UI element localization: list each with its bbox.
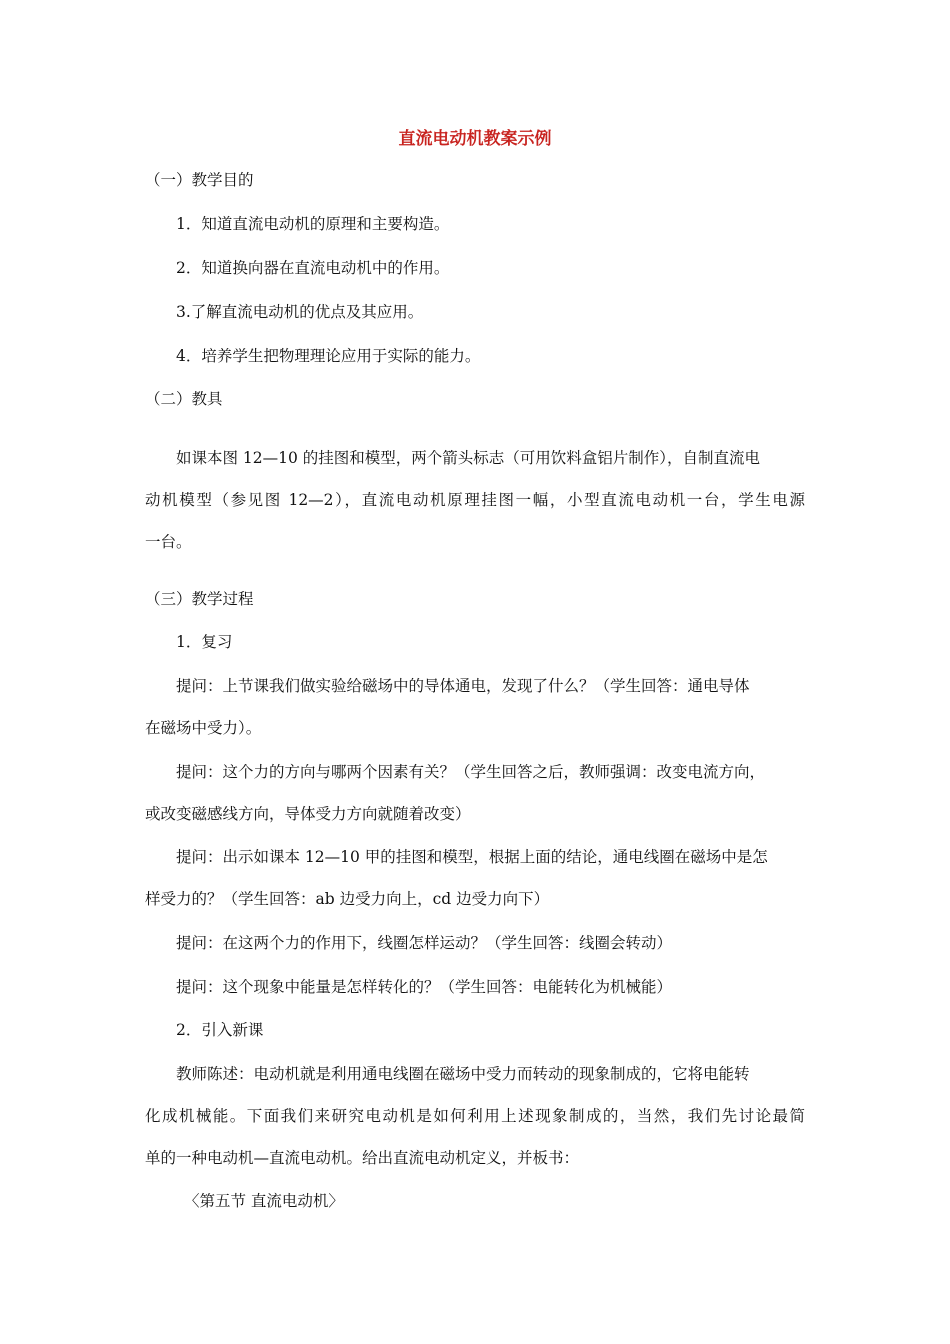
narration-line: 单的一种电动机—直流电动机。给出直流电动机定义，并板书： bbox=[145, 1149, 580, 1167]
section-heading-objectives: （一）教学目的 bbox=[145, 171, 254, 189]
question-line: 或改变磁感线方向，导体受力方向就随着改变） bbox=[145, 805, 471, 823]
section-heading-teaching-aids: （二）教具 bbox=[145, 390, 223, 408]
question-line: 提问：上节课我们做实验给磁场中的导体通电，发现了什么？（学生回答：通电导体 bbox=[176, 677, 750, 695]
objective-item: 1．知道直流电动机的原理和主要构造。 bbox=[176, 215, 450, 233]
subsection-review: 1．复习 bbox=[176, 633, 233, 651]
question-line: 在磁场中受力）。 bbox=[145, 719, 262, 737]
aids-paragraph-line: 一台。 bbox=[145, 533, 192, 551]
question-line: 样受力的？（学生回答：ab 边受力向上，cd 边受力向下） bbox=[145, 890, 550, 908]
objective-item: 3.了解直流电动机的优点及其应用。 bbox=[176, 303, 424, 321]
question-line: 提问：这个力的方向与哪两个因素有关？（学生回答之后，教师强调：改变电流方向， bbox=[176, 763, 766, 781]
narration-line: 化成机械能。下面我们来研究电动机是如何利用上述现象制成的，当然，我们先讨论最简 bbox=[145, 1107, 805, 1125]
question-line: 提问：在这两个力的作用下，线圈怎样运动？（学生回答：线圈会转动） bbox=[176, 934, 673, 952]
question-line: 提问：这个现象中能量是怎样转化的？（学生回答：电能转化为机械能） bbox=[176, 978, 673, 996]
question-line: 提问：出示如课本 12—10 甲的挂图和模型，根据上面的结论，通电线圈在磁场中是怎 bbox=[176, 848, 768, 866]
board-writing: 〈第五节 直流电动机〉 bbox=[184, 1192, 344, 1210]
narration-line: 教师陈述：电动机就是利用通电线圈在磁场中受力而转动的现象制成的，它将电能转 bbox=[176, 1065, 750, 1083]
subsection-introduce-new-lesson: 2．引入新课 bbox=[176, 1021, 264, 1039]
section-heading-process: （三）教学过程 bbox=[145, 590, 254, 608]
objective-item: 2．知道换向器在直流电动机中的作用。 bbox=[176, 259, 450, 277]
objective-item: 4．培养学生把物理理论应用于实际的能力。 bbox=[176, 347, 481, 365]
aids-paragraph-line: 如课本图 12—10 的挂图和模型，两个箭头标志（可用饮料盒铝片制作），自制直流电 bbox=[176, 449, 761, 467]
aids-paragraph-line: 动机模型（参见图 12—2），直流电动机原理挂图一幅，小型直流电动机一台，学生电源 bbox=[145, 491, 805, 509]
document-title: 直流电动机教案示例 bbox=[398, 129, 552, 149]
